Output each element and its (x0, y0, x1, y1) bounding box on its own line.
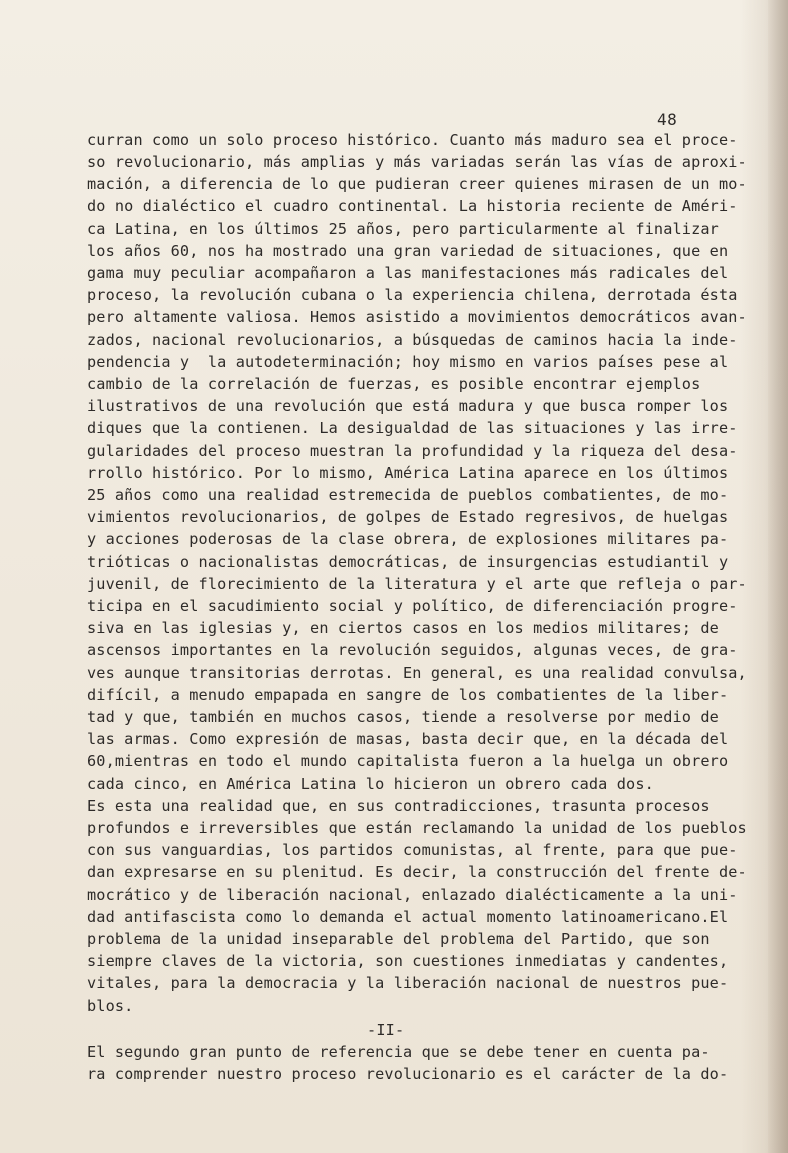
text-line: Es esta una realidad que, en sus contradicciones, trasunta procesos (87, 797, 710, 815)
text-line: pendencia y la autodeterminación; hoy mismo en varios países pese al (87, 353, 729, 371)
section-heading: -II- (367, 1021, 405, 1039)
text-line: blos. (87, 997, 134, 1015)
text-line: con sus vanguardias, los partidos comunistas, al frente, para que pue- (87, 841, 738, 859)
text-line: diques que la contienen. La desigualdad de las situaciones y las irre- (87, 419, 738, 437)
text-line: mación, a diferencia de lo que pudieran creer quienes mirasen de un mo- (87, 175, 747, 193)
text-line: ascensos importantes en la revolución seguidos, algunas veces, de gra- (87, 641, 738, 659)
text-line: 60,mientras en todo el mundo capitalista fueron a la huelga un obrero (87, 752, 729, 770)
text-line: gularidades del proceso muestran la profundidad y la riqueza del desa- (87, 442, 738, 460)
text-line: y acciones poderosas de la clase obrera, de explosiones militares pa- (87, 530, 729, 548)
text-line: zados, nacional revolucionarios, a búsquedas de caminos hacia la inde- (87, 331, 738, 349)
text-line: cambio de la correlación de fuerzas, es posible encontrar ejemplos (87, 375, 701, 393)
text-line: las armas. Como expresión de masas, basta decir que, en la década del (87, 730, 729, 748)
text-line: siva en las iglesias y, en ciertos casos en los medios militares; de (87, 619, 719, 637)
text-line: ticipa en el sacudimiento social y político, de diferenciación progre- (87, 597, 738, 615)
text-line: dan expresarse en su plenitud. Es decir, la construcción del frente de- (87, 863, 747, 881)
text-line: proceso, la revolución cubana o la experiencia chilena, derrotada ésta (87, 286, 738, 304)
text-line: tad y que, también en muchos casos, tiende a resolverse por medio de (87, 708, 719, 726)
text-line: ves aunque transitorias derrotas. En general, es una realidad convulsa, (87, 664, 747, 682)
text-line: dad antifascista como lo demanda el actual momento latinoamericano.El (87, 908, 729, 926)
text-line: El segundo gran punto de referencia que se debe tener en cuenta pa- (87, 1043, 710, 1061)
text-line: trióticas o nacionalistas democráticas, de insurgencias estudiantil y (87, 553, 729, 571)
text-line: juvenil, de florecimiento de la literatura y el arte que refleja o par- (87, 575, 747, 593)
text-line: rrollo histórico. Por lo mismo, América Latina aparece en los últimos (87, 464, 729, 482)
text-line: siempre claves de la victoria, son cuestiones inmediatas y candentes, (87, 952, 729, 970)
text-line: gama muy peculiar acompañaron a las manifestaciones más radicales del (87, 264, 729, 282)
text-line: curran como un solo proceso histórico. Cuanto más maduro sea el proce- (87, 131, 738, 149)
text-line: ca Latina, en los últimos 25 años, pero particularmente al finalizar (87, 220, 719, 238)
text-line: pero altamente valiosa. Hemos asistido a movimientos democráticos avan- (87, 308, 747, 326)
text-line: vimientos revolucionarios, de golpes de Estado regresivos, de huelgas (87, 508, 729, 526)
text-line: so revolucionario, más amplias y más variadas serán las vías de aproxi- (87, 153, 747, 171)
text-line: difícil, a menudo empapada en sangre de los combatientes de la liber- (87, 686, 729, 704)
page-number: 48 (657, 110, 678, 129)
text-line: los años 60, nos ha mostrado una gran variedad de situaciones, que en (87, 242, 729, 260)
text-line: cada cinco, en América Latina lo hicieron un obrero cada dos. (87, 775, 654, 793)
text-line: problema de la unidad inseparable del problema del Partido, que son (87, 930, 710, 948)
text-line: profundos e irreversibles que están reclamando la unidad de los pueblos (87, 819, 747, 837)
text-line: do no dialéctico el cuadro continental. La historia reciente de Améri- (87, 197, 738, 215)
text-line: ra comprender nuestro proceso revolucionario es el carácter de la do- (87, 1065, 729, 1083)
text-line: vitales, para la democracia y la liberación nacional de nuestros pue- (87, 974, 729, 992)
text-line: mocrático y de liberación nacional, enlazado dialécticamente a la uni- (87, 886, 738, 904)
text-line: ilustrativos de una revolución que está madura y que busca romper los (87, 397, 729, 415)
text-line: 25 años como una realidad estremecida de pueblos combatientes, de mo- (87, 486, 729, 504)
page-edge-shadow (768, 0, 788, 1153)
